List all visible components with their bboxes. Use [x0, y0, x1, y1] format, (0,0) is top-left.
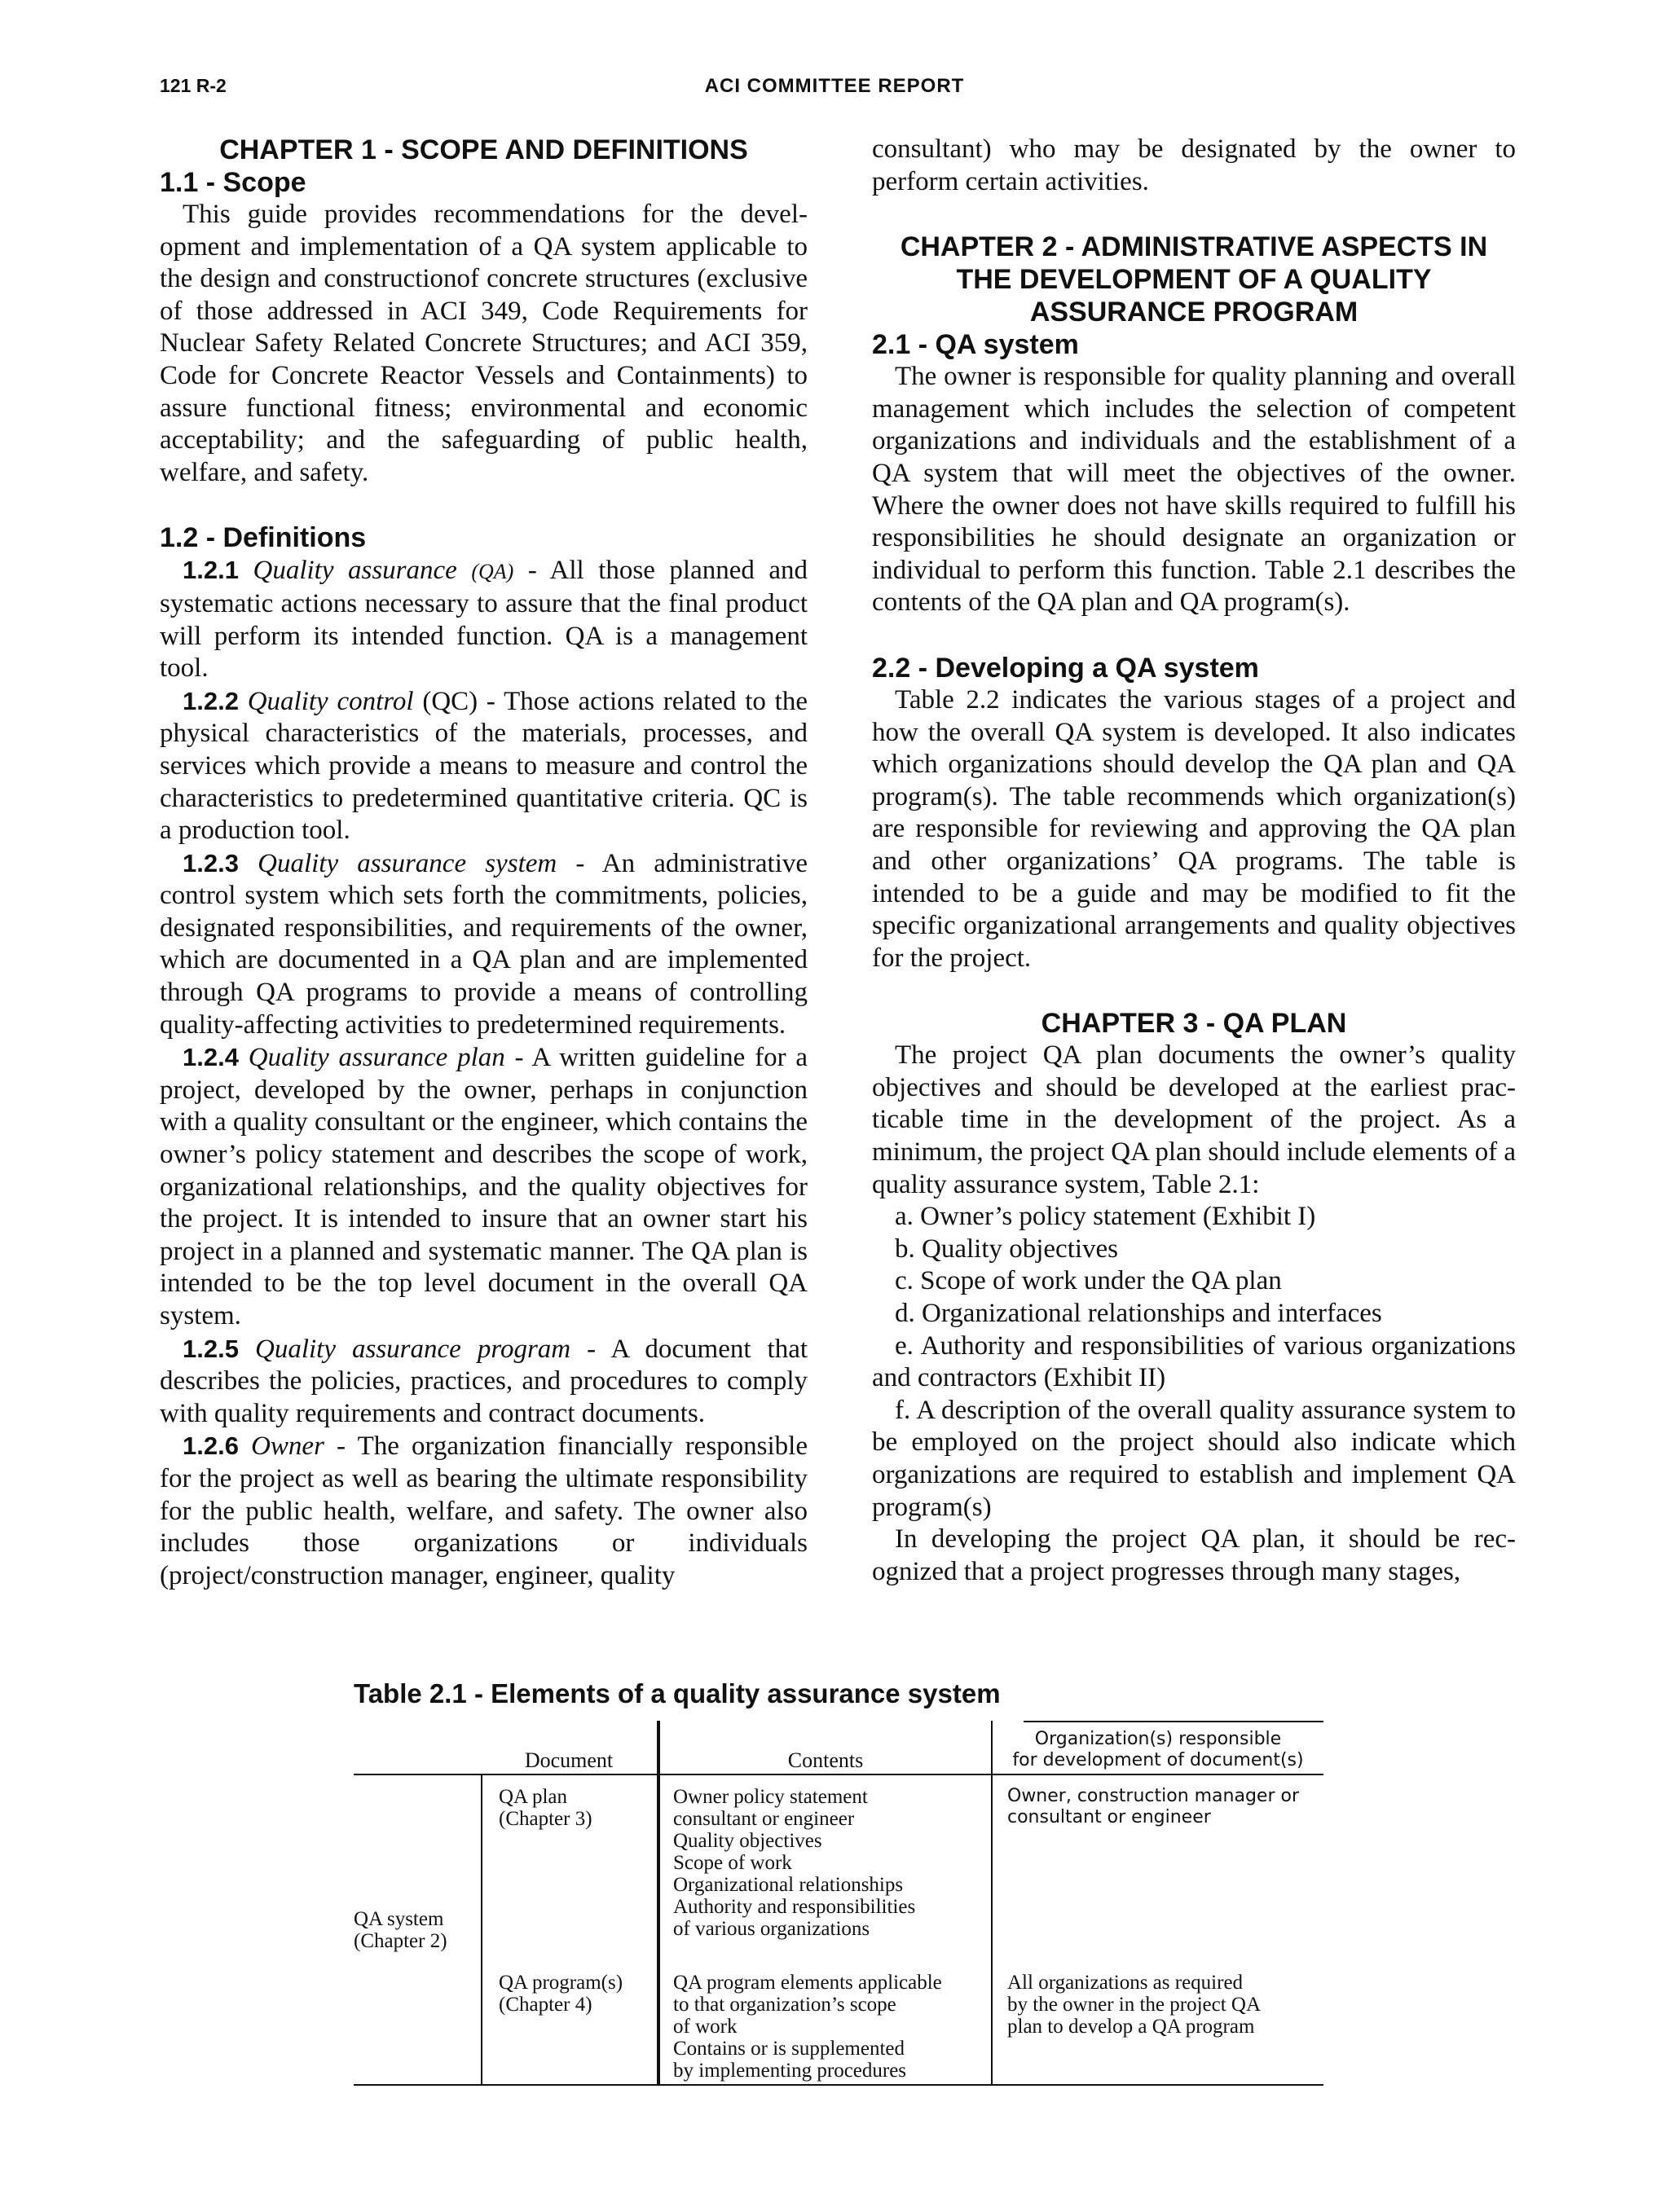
definition-1-2-2 [160, 685, 808, 847]
header-responsible [993, 1729, 1323, 1771]
list-item: c. Scope of work under the QA plan [895, 1266, 1282, 1296]
contents-line: Contains or is supplemented [673, 2038, 905, 2060]
doc-line: (Chapter 3) [499, 1808, 592, 1830]
table-row-responsible [1007, 1786, 1299, 1828]
def-text: - All those planned and systematic actions necessary to assure that the final product will perform its intended function. QA is a management tool. [160, 556, 808, 684]
section-1-1-title: 1.1 - Scope [160, 167, 306, 198]
responsible-line: by the owner in the project QA [1007, 1994, 1262, 2016]
contents-line: of work [673, 2016, 738, 2038]
def-term: Quality control [247, 686, 414, 716]
list-item: e. Authority and responsibilities of various organizations and contractors (Exhibit II) [872, 1330, 1516, 1393]
def-number: 1.2.2 [183, 686, 239, 715]
def-abbr: (QA) [471, 560, 514, 584]
definition-1-2-4 [160, 1041, 808, 1332]
table-title: Table 2.1 - Elements of a quality assurance system [354, 1678, 1001, 1708]
plan-elements-list [872, 1201, 1516, 1524]
def-number: 1.2.5 [183, 1334, 239, 1363]
def-text: (QC) - Those actions related to the physical characteristics of the materials, processes, and services which provide a means to measure and control the characteristics to predetermined quantitative criteria. QC is a production tool. [160, 686, 808, 846]
contents-line: consultant or engineer [673, 1808, 855, 1830]
header-rule [354, 1774, 1323, 1775]
closing-text: In developing the project QA plan, it should be recognized that a project progresses through many stages, [872, 1524, 1516, 1586]
responsible-line: Owner, construction manager or [1007, 1786, 1300, 1806]
column-rule [657, 1721, 660, 2086]
section-1-2-title: 1.2 - Definitions [160, 522, 367, 554]
def-number: 1.2.6 [183, 1431, 239, 1461]
responsible-line: All organizations as required [1007, 1972, 1244, 1994]
def-text: - The organization financially responsible for the project as well as bearing the ultimate responsibility for the public health, welfare, and safety. The owner also includes those organizations or individuals (project/construction manager, engineer, quality [160, 1431, 808, 1590]
chapter-3-title: CHAPTER 3 - QA PLAN [1041, 1008, 1347, 1040]
list-item: f. A description of the overall quality assurance system to be employed on the project should also indicate which organizations are required to establish and implement QA program(s) [872, 1395, 1516, 1522]
section-2-2-title: 2.2 - Developing a QA system [872, 652, 1259, 684]
doc-line: (Chapter 4) [499, 1994, 592, 2016]
def-number: 1.2.1 [183, 556, 239, 585]
running-title: ACI COMMITTEE REPORT [704, 75, 965, 97]
definition-1-2-5 [160, 1333, 808, 1431]
contents-line: of various organizations [673, 1918, 870, 1940]
continued-text: consultant) who may be designated by the owner to perform certain activities. [872, 134, 1516, 196]
def-term: Quality assurance plan [248, 1043, 505, 1073]
qa-elements-table [354, 1721, 1323, 2086]
header-document: Document [524, 1748, 614, 1772]
def-number: 1.2.3 [183, 848, 239, 877]
contents-line: Quality objectives [673, 1830, 822, 1852]
def-text: - A document that describes the policies, practices, and procedures to comply with quality requirements and contract documents. [160, 1334, 808, 1428]
contents-line: Authority and responsibilities [673, 1896, 916, 1918]
definition-1-2-1 [160, 554, 808, 684]
section-2-1-title: 2.1 - QA system [872, 329, 1079, 361]
page-number: 121 R-2 [160, 75, 227, 96]
header-responsible-line: for development of document(s) [1012, 1750, 1304, 1770]
contents-line: Scope of work [673, 1852, 792, 1874]
def-term: Quality assurance system [258, 848, 557, 878]
contents-line: Organizational relationships [673, 1874, 904, 1896]
contents-line: Owner policy statement [673, 1786, 868, 1808]
table-row-doc [499, 1786, 592, 1830]
def-term: Quality assurance program [254, 1334, 571, 1364]
bottom-rule [354, 2084, 1323, 2086]
doc-line: QA plan [499, 1786, 568, 1808]
def-term: Owner [251, 1431, 324, 1462]
system-line: (Chapter 2) [354, 1930, 447, 1952]
header-contents: Contents [787, 1748, 864, 1772]
qa-system-label [354, 1908, 447, 1952]
contents-line: by implementing procedures [673, 2060, 907, 2082]
def-text: - An administrative control system which sets forth the commitments, policies, designated responsibilities, and requirements of the owner, which are documented in a QA plan and are implemented through QA programs to provide a means of controlling quality-affecting activities to predetermined requirements. [160, 848, 808, 1040]
list-item: d. Organizational relationships and interfaces [895, 1299, 1382, 1329]
section-2-2-text: Table 2.2 indicates the various stages of a project and how the overall QA system is developed. It also indicates which organizations should develop the QA plan and QA program(s). The table recommends which organization(s) are responsible for reviewing and approving the QA plan and other organizations’ QA programs. The table is intended to be a guide and may be modified to fit the specific organizational arrangements and quality objectives for the project. [872, 684, 1516, 973]
section-2-1-text: The owner is responsible for quality planning and overall management which includes the selection of competent organizations and individuals and the establishment of a QA system that will meet the objectives of the owner. Where the owner does not have skills required to fulfill his responsibilities he should designate an organization or individual to perform this function. Table 2.1 describes the contents of the QA plan and QA program(s). [872, 362, 1516, 618]
contents-line: QA program elements applicable [673, 1972, 942, 1994]
responsible-line: consultant or engineer [1007, 1807, 1211, 1827]
table-row-responsible [1007, 1972, 1261, 2038]
def-term: Quality assurance [253, 556, 457, 586]
definition-1-2-3 [160, 847, 808, 1042]
chapter-1-title: CHAPTER 1 - SCOPE AND DEFINITIONS [219, 134, 748, 165]
contents-line: to that organization’s scope [673, 1994, 896, 2016]
list-item: b. Quality objectives [895, 1234, 1119, 1264]
left-column [160, 134, 808, 1592]
system-line: QA system [354, 1908, 444, 1930]
def-text: - A written guideline for a project, developed by the owner, perhaps in conjunction with a quality consultant or the engineer, which contains the owner’s policy statement and describes the scope of work, organizational relationships, and the quality objectives for the project. It is intended to insure that an owner start his project in a planned and systematic manner. The QA plan is intended to be the top level document in the overall QA system. [160, 1043, 808, 1330]
column-rule [991, 1721, 993, 2086]
right-column [872, 134, 1516, 1588]
list-item: a. Owner’s policy statement (Exhibit I) [895, 1202, 1316, 1232]
header-responsible-line: Organization(s) responsible [1034, 1729, 1282, 1749]
def-number: 1.2.4 [183, 1043, 239, 1072]
definition-1-2-6 [160, 1430, 808, 1592]
chapter-3-text: The project QA plan documents the owner’s quality objectives and should be developed at the earliest practicable time in the development of the project. As a minimum, the project QA plan should include elements of a quality assurance system, Table 2.1: [872, 1040, 1517, 1199]
table-row-contents [673, 1786, 915, 1940]
doc-line: QA program(s) [499, 1972, 623, 1994]
table-row-doc [499, 1972, 623, 2016]
section-1-1-text: This guide provides recommendations for the development and implementation of a QA system applicable to the design and constructionof concrete structures (exclusive of those addressed in ACI 349, Code Requirements for Nuclear Safety Related Concrete Structures; and ACI 359, Code for Concrete Reactor Vessels and Containments) to assure functional fitness; environmental and economic acceptability; and the safeguarding of public health, welfare, and safety. [160, 200, 808, 487]
column-rule [481, 1774, 482, 2086]
table-row-contents [673, 1972, 942, 2082]
responsible-line: plan to develop a QA program [1007, 2016, 1255, 2038]
chapter-2-title: CHAPTER 2 - ADMINISTRATIVE ASPECTS IN THE DEVELOPMENT OF A QUALITY ASSURANCE PROGRAM [900, 231, 1488, 328]
